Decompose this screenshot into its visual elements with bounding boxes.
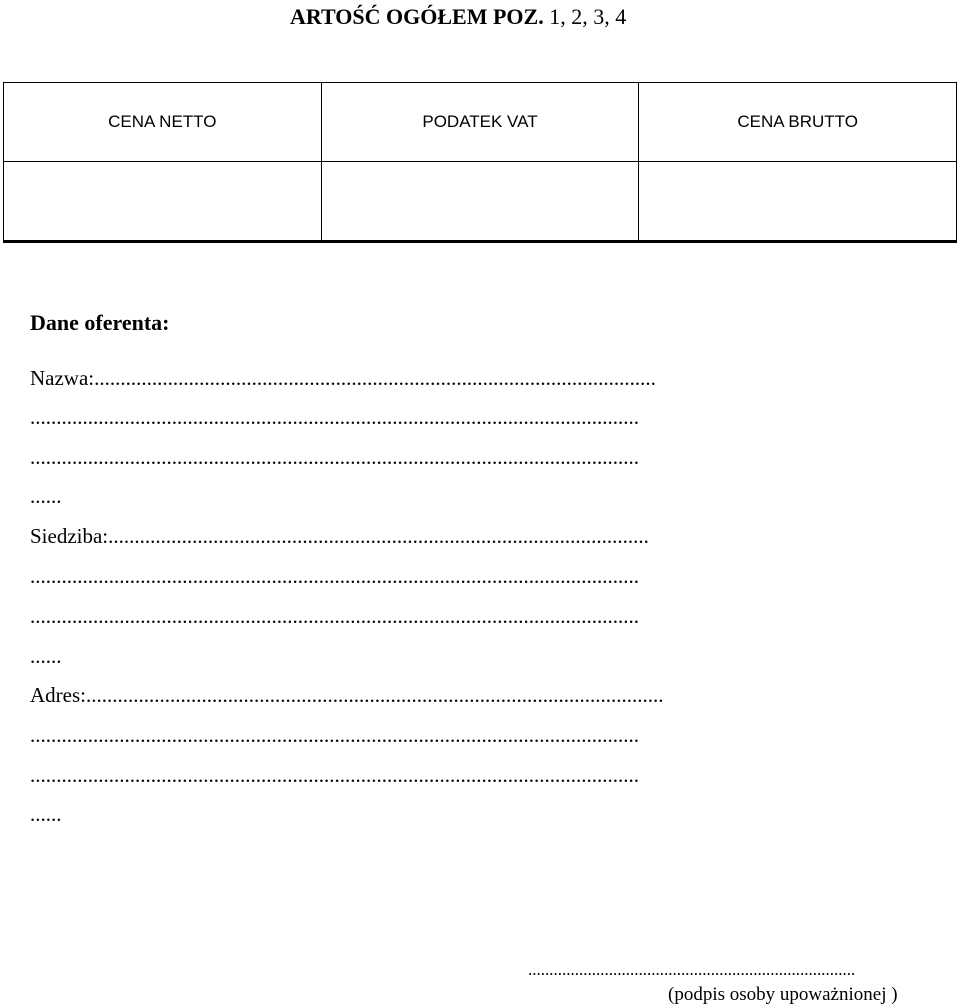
gross-price-cell[interactable]	[639, 162, 957, 242]
address-field-line[interactable]: Adres:..............................................................................................................	[30, 683, 664, 707]
address-continuation-line-3[interactable]: ......	[30, 802, 62, 826]
table-values-row	[4, 162, 957, 242]
price-summary-table	[3, 82, 957, 243]
net-price-cell[interactable]	[4, 162, 322, 242]
heading-title: ARTOŚĆ OGÓŁEM POZ.	[290, 4, 544, 29]
name-continuation-line-2[interactable]: ....................................................................................................................	[30, 445, 639, 469]
name-field-line[interactable]: Nazwa:...........................................................................................................	[30, 366, 656, 390]
seat-continuation-line-3[interactable]: ......	[30, 644, 62, 668]
name-continuation-line-1[interactable]: ....................................................................................................................	[30, 405, 639, 429]
seat-field-line[interactable]: Siedziba:.......................................................................................................	[30, 524, 649, 548]
heading-positions: 1, 2, 3, 4	[549, 4, 627, 29]
header-net-price: CENA NETTO	[4, 83, 322, 162]
signature-line[interactable]: .............................................................................	[528, 960, 856, 979]
table-header-row	[4, 83, 957, 162]
name-continuation-line-3[interactable]: ......	[30, 484, 62, 508]
vat-cell[interactable]	[321, 162, 639, 242]
header-gross-price: CENA BRUTTO	[639, 83, 957, 162]
seat-continuation-line-2[interactable]: ....................................................................................................................	[30, 604, 639, 628]
address-continuation-line-1[interactable]: ....................................................................................................................	[30, 723, 639, 747]
document-heading	[290, 4, 626, 30]
signature-caption: (podpis osoby upoważnionej )	[668, 984, 898, 1005]
seat-continuation-line-1[interactable]: ....................................................................................................................	[30, 564, 639, 588]
address-continuation-line-2[interactable]: ....................................................................................................................	[30, 763, 639, 787]
header-vat: PODATEK VAT	[321, 83, 639, 162]
offeror-heading: Dane oferenta:	[30, 310, 170, 335]
